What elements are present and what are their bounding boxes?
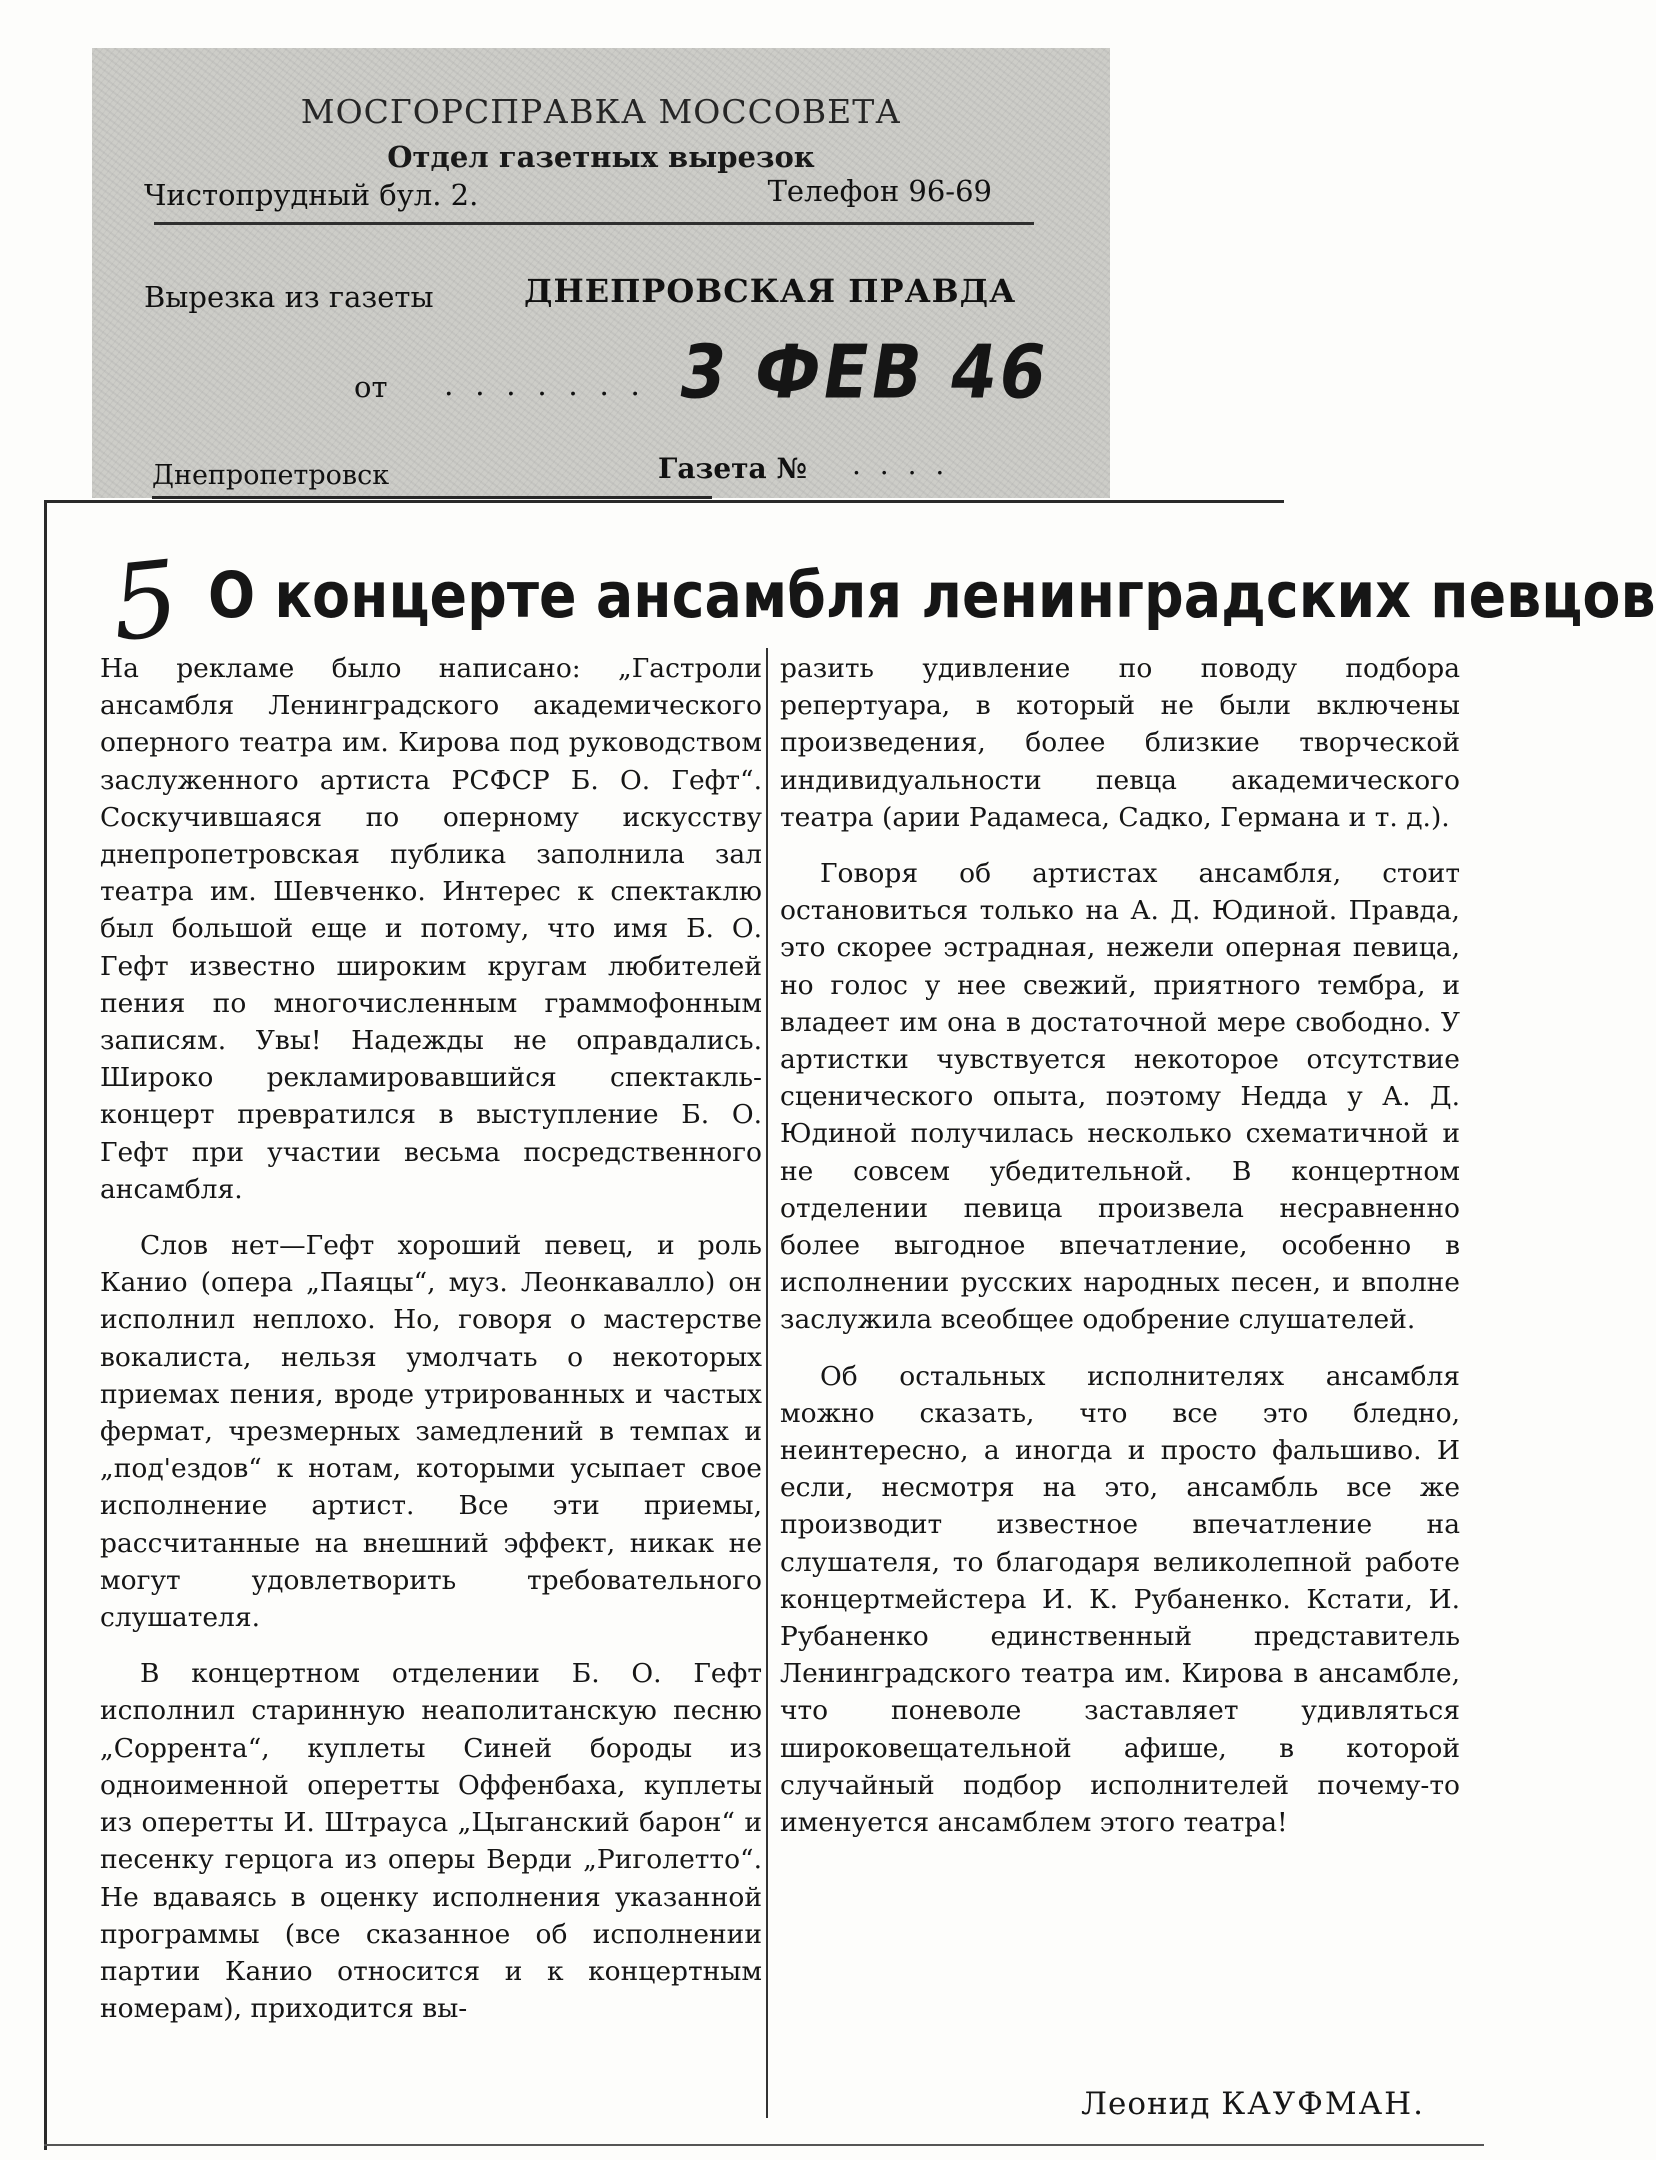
issue-label: Газета № — [658, 452, 807, 485]
date-label: от — [354, 370, 388, 404]
paragraph: На рекламе было написано: „Гастроли ансамбля Ленинградского академического оперного театра им. Кирова под руководством заслуженного артиста РСФСР Б. О. Гефт“. Соскучившаяся по оперному искусству днепропетровская публика заполнила зал театра им. Шевченко. Интерес к спектаклю был большой еще и потому, что имя Б. О. Гефт известно широким кругам любителей пения по многочисленным граммофонным записям. Увы! Надежды не оправдались. Широко рекламировавшийся спектакль-концерт превратился в выступление Б. О. Гефт при участии весьма посредственного ансамбля. — [100, 653, 762, 1205]
city-underline — [152, 496, 712, 499]
handwritten-number: 5 — [105, 536, 185, 666]
stamp-organization: МОСГОРСПРАВКА МОССОВЕТА — [300, 92, 902, 131]
author-surname: КАУФМАН. — [1221, 2086, 1425, 2122]
paragraph: В концертном отделении Б. О. Гефт исполнил старинную неаполитанскую песню „Соррента“, куплеты Синей бороды из одноименной оперетты Оффенбаха, куплеты из оперетты И. Штрауса „Цыганский барон“ и песенку герцога из оперы Верди „Риголетто“. Не вдаваясь в оценку исполнения указанной программы (все сказанное об исполнении партии Канио относится и к концертным номерам), приходится вы- — [100, 1658, 762, 2025]
clipping-edge-top — [44, 500, 1284, 503]
author-signature — [1081, 2086, 1425, 2122]
paragraph: Об остальных исполнителях ансамбля можно сказать, что все это бледно, неинтересно, а иногда и просто фальшиво. И если, несмотря на это, ансамбль все же производит известное впечатление на слушателя, то благодаря великолепной работе концертмейстера И. К. Рубаненко. Кстати, И. Рубаненко единственный представитель Ленинградского театра им. Кирова в ансамбле, что поневоле заставляет удивляться широковещательной афише, в которой случайный подбор исполнителей почему-то именуется ансамблем этого театра! — [780, 1360, 1460, 1839]
date-dots: . . . . . . . — [444, 368, 646, 403]
article-title: О концерте ансамбля ленинградских певцов — [208, 559, 1656, 632]
issue-dots: . . . . — [852, 448, 950, 481]
stamp-divider — [154, 222, 1034, 225]
date-stamp: 3 ФЕВ 46 — [673, 329, 1056, 416]
newspaper-name: ДНЕПРОВСКАЯ ПРАВДА — [524, 272, 1017, 310]
article-column-right — [780, 650, 1460, 1860]
author-first-name: Леонид — [1081, 2086, 1211, 2122]
column-divider — [766, 648, 768, 2118]
clipping-stamp — [92, 48, 1110, 498]
article-column-left — [100, 650, 762, 2046]
clipping-label: Вырезка из газеты — [144, 280, 434, 314]
clipping-edge-left — [44, 500, 47, 2150]
stamp-address: Чистопрудный бул. 2. — [144, 178, 479, 212]
clipping-edge-bottom — [44, 2144, 1484, 2146]
paragraph: Слов нет—Гефт хороший певец, и роль Канио (опера „Паяцы“, муз. Леонкавалло) он исполнил неплохо. Но, говоря о мастерстве вокалиста, нельзя умолчать о некоторых приемах пения, вроде утрированных и частых фермат, чрезмерных замедлений в темпах и „под'ездов“ к нотам, которыми усыпает свое исполнение артист. Все эти приемы, рассчитанные на внешний эффект, никак не могут удовлетворить требовательного слушателя. — [100, 1230, 762, 1634]
paragraph: разить удивление по поводу подбора репертуара, в который не были включены произведения, более близкие творческой индивидуальности певца академического театра (арии Радамеса, Садко, Германа и т. д.). — [780, 653, 1460, 833]
stamp-city: Днепропетровск — [152, 460, 390, 491]
stamp-department: Отдел газетных вырезок — [387, 140, 815, 174]
paragraph: Говоря об артистах ансамбля, стоит остановиться только на А. Д. Юдиной. Правда, это скорее эстрадная, нежели оперная певица, но голос у нее свежий, приятного тембра, и владеет им она в достаточной мере свободно. У артистки чувствуется некоторое отсутствие сценического опыта, поэтому Недда у А. Д. Юдиной получилась несколько схематичной и не совсем убедительной. В концертном отделении певица произвела несравненно более выгодное впечатление, особенно в исполнении русских народных песен, и вполне заслужила всеобщее одобрение слушателей. — [780, 858, 1460, 1336]
stamp-phone: Телефон 96-69 — [767, 174, 992, 208]
